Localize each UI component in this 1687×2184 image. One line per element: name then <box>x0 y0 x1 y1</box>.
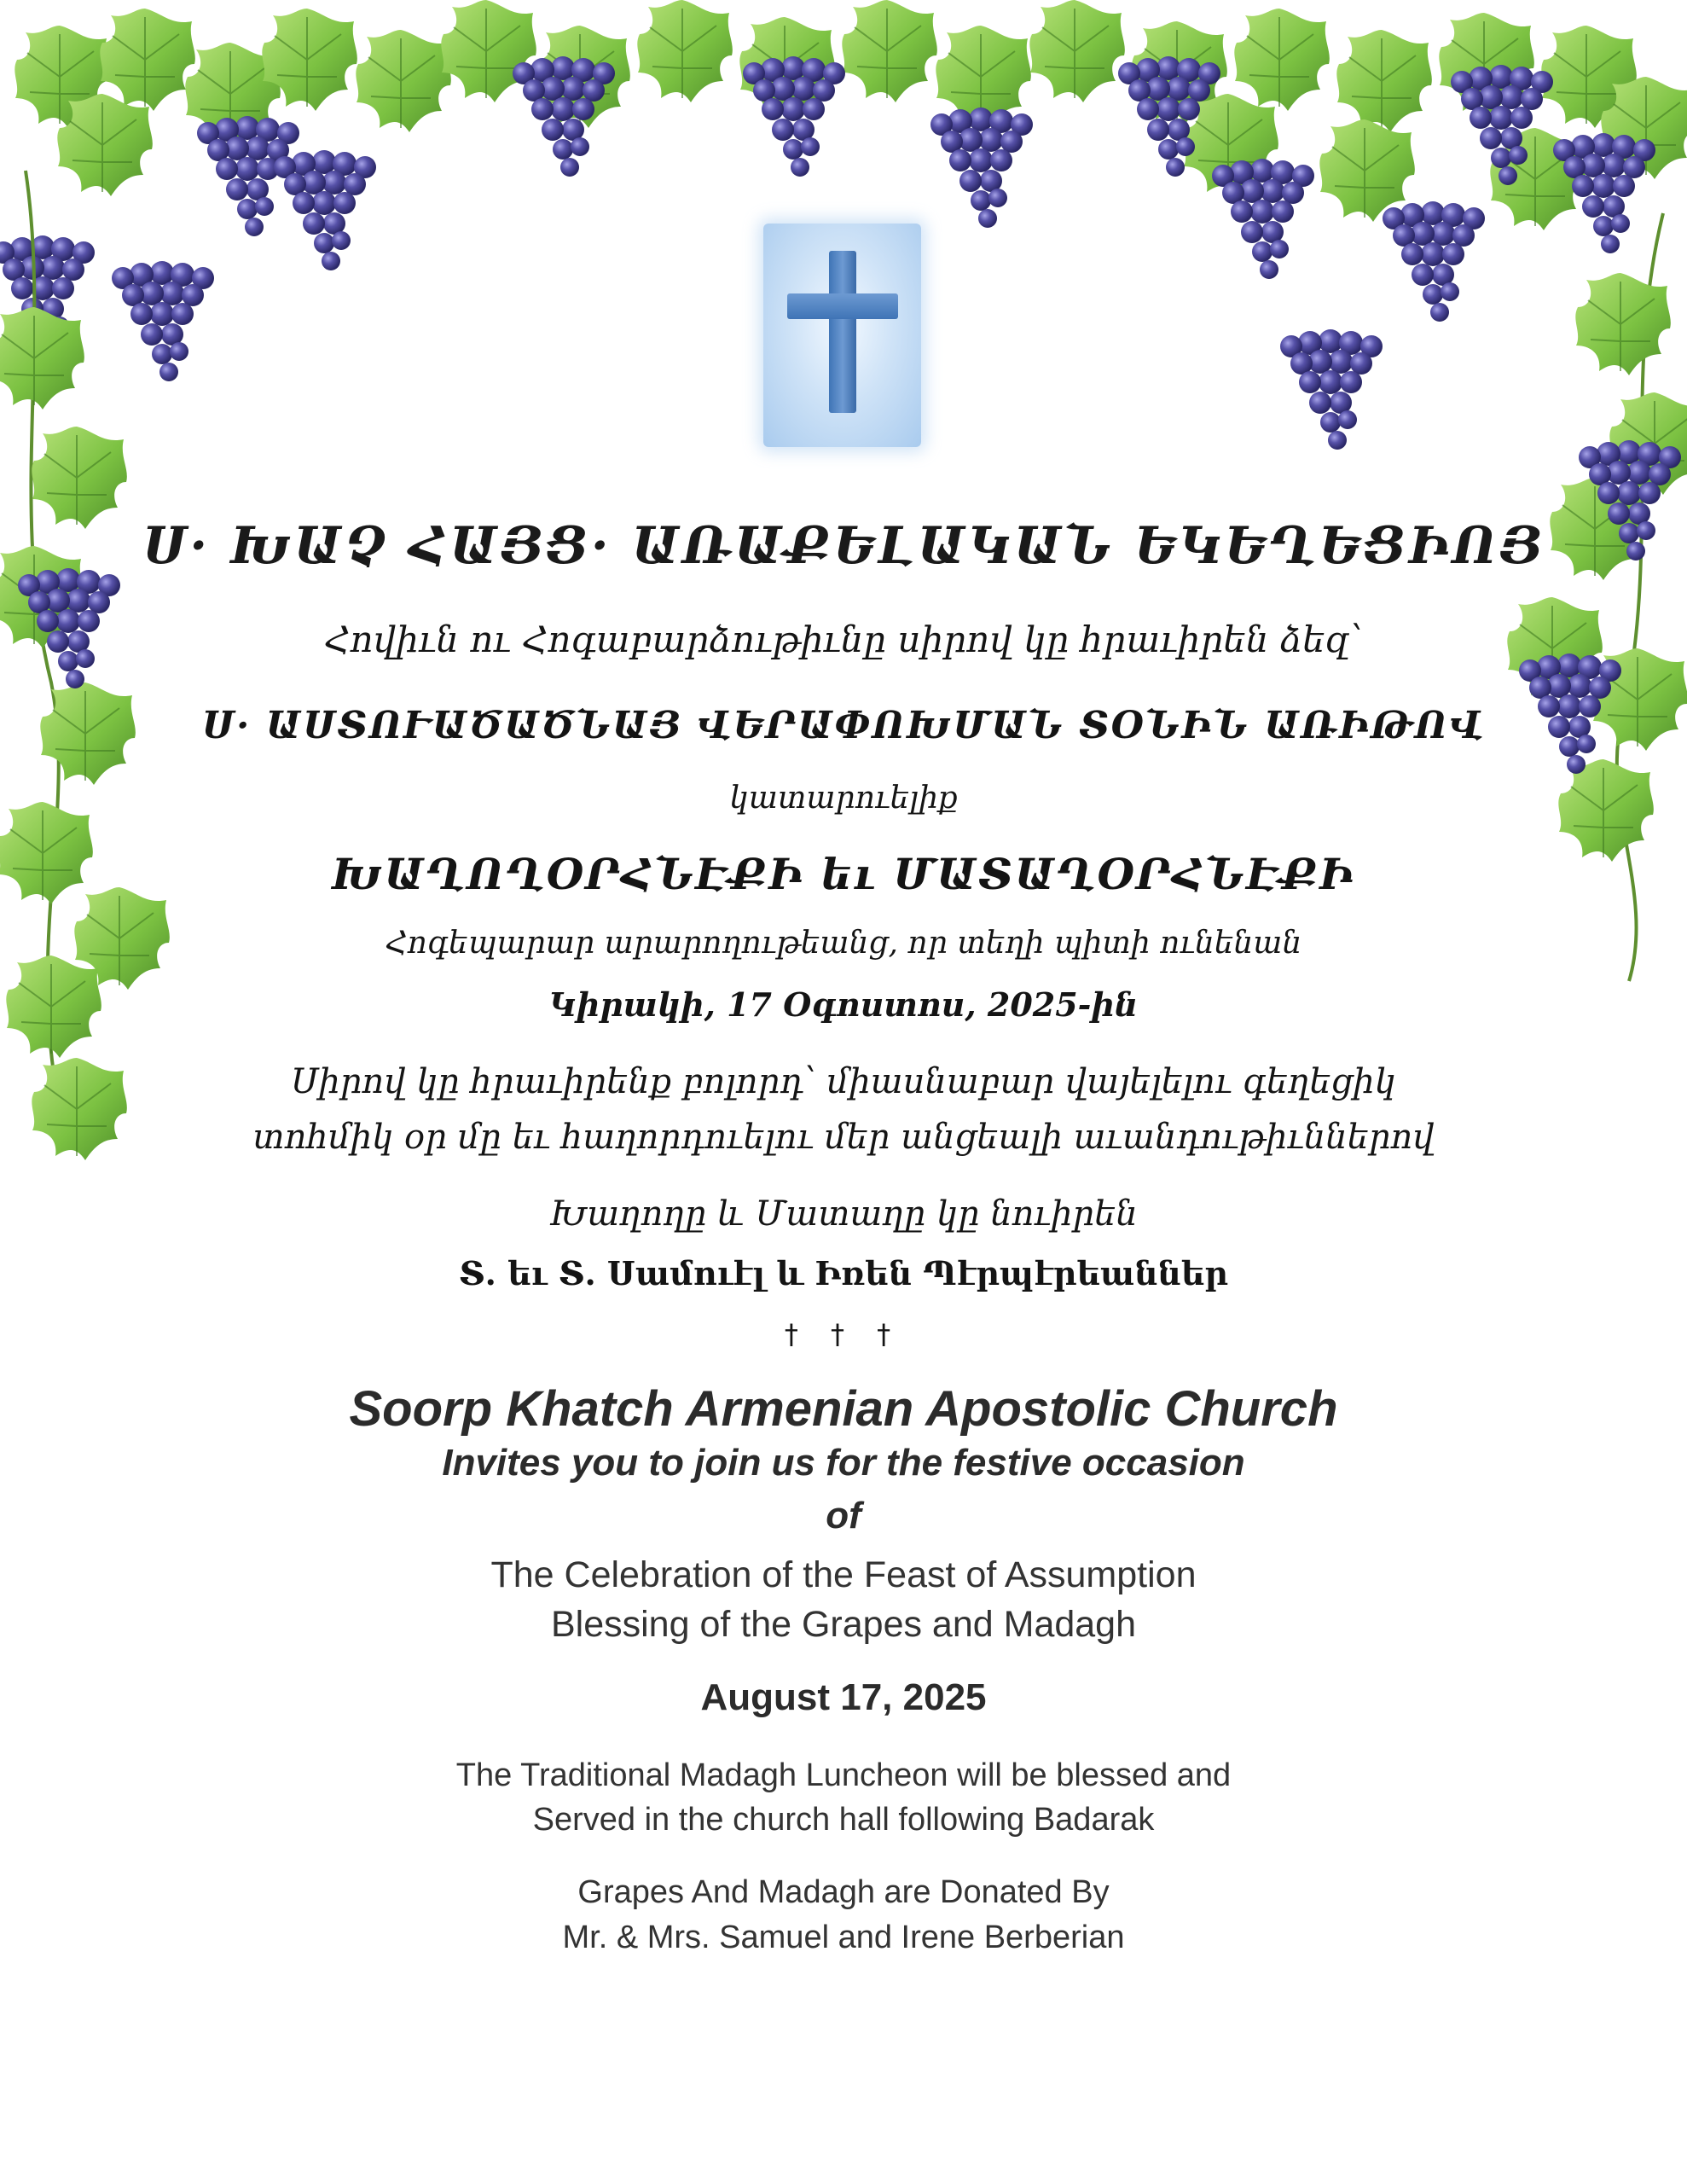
luncheon-line-2: Served in the church hall following Badarak <box>532 1802 1155 1838</box>
church-name: Soorp Khatch Armenian Apostolic Church <box>349 1381 1338 1437</box>
armenian-date: Կիրակի, 17 Օգոստոս, 2025-ին <box>548 985 1139 1024</box>
armenian-feast-name: Ս· ԱՍՏՈՒԱԾԱԾՆԱՅ ՎԵՐԱՓՈԽՄԱՆ ՏՕՆԻՆ ԱՌԻԹՈՎ <box>201 704 1486 747</box>
armenian-invite-text-1: Սիրով կը հրաւիրենք բոլորդ՝ միասնաբար վայելելու գեղեցիկ <box>291 1062 1396 1101</box>
armenian-donors-names: Տ. եւ Տ. Սամուէլ և Իռեն Պէրպէրեաններ <box>458 1254 1229 1292</box>
donated-line-2: Mr. & Mrs. Samuel and Irene Berberian <box>562 1920 1125 1955</box>
armenian-church-title: Ս· ԽԱՉ ՀԱՅՑ· ԱՌԱՔԵԼԱԿԱՆ ԵԿԵՂԵՑԻՈՅ <box>142 516 1545 576</box>
of-line: of <box>826 1495 861 1536</box>
cross-separator: † † † <box>784 1318 903 1350</box>
cross-picture <box>763 224 921 447</box>
armenian-blessing-names: ԽԱՂՈՂՕՐՀՆԷՔԻ եւ ՄԱՏԱՂՕՐՀՆԷՔԻ <box>331 849 1356 899</box>
donated-line-1: Grapes And Madagh are Donated By <box>577 1874 1110 1910</box>
armenian-to-be-held: կատարուելիք <box>729 781 958 816</box>
celebration-line-1: The Celebration of the Feast of Assumption <box>490 1554 1197 1595</box>
luncheon-line-1: The Traditional Madagh Luncheon will be blessed and <box>455 1757 1232 1793</box>
armenian-donors-intro: Խաղողը և Մատաղը կը նուիրեն <box>549 1194 1138 1234</box>
armenian-invite-text-2: տոհմիկ օր մը եւ հաղորդուելու մեր անցեալի աւանդութիւններով <box>252 1118 1435 1157</box>
celebration-line-2: Blessing of the Grapes and Madagh <box>550 1604 1137 1645</box>
invite-line: Invites you to join us for the festive occasion <box>442 1442 1245 1484</box>
cross-icon <box>829 251 856 413</box>
armenian-invitation-line: Հովիւն ու Հոգաբարձութիւնը սիրով կը հրաւիրեն ձեզ՝ <box>324 619 1363 660</box>
cross-icon-bar <box>787 293 898 319</box>
armenian-ceremony-line: Հոգեպարար արարողութեանց, որ տեղի պիտի ունենան <box>385 926 1302 961</box>
event-date: August 17, 2025 <box>700 1676 987 1718</box>
